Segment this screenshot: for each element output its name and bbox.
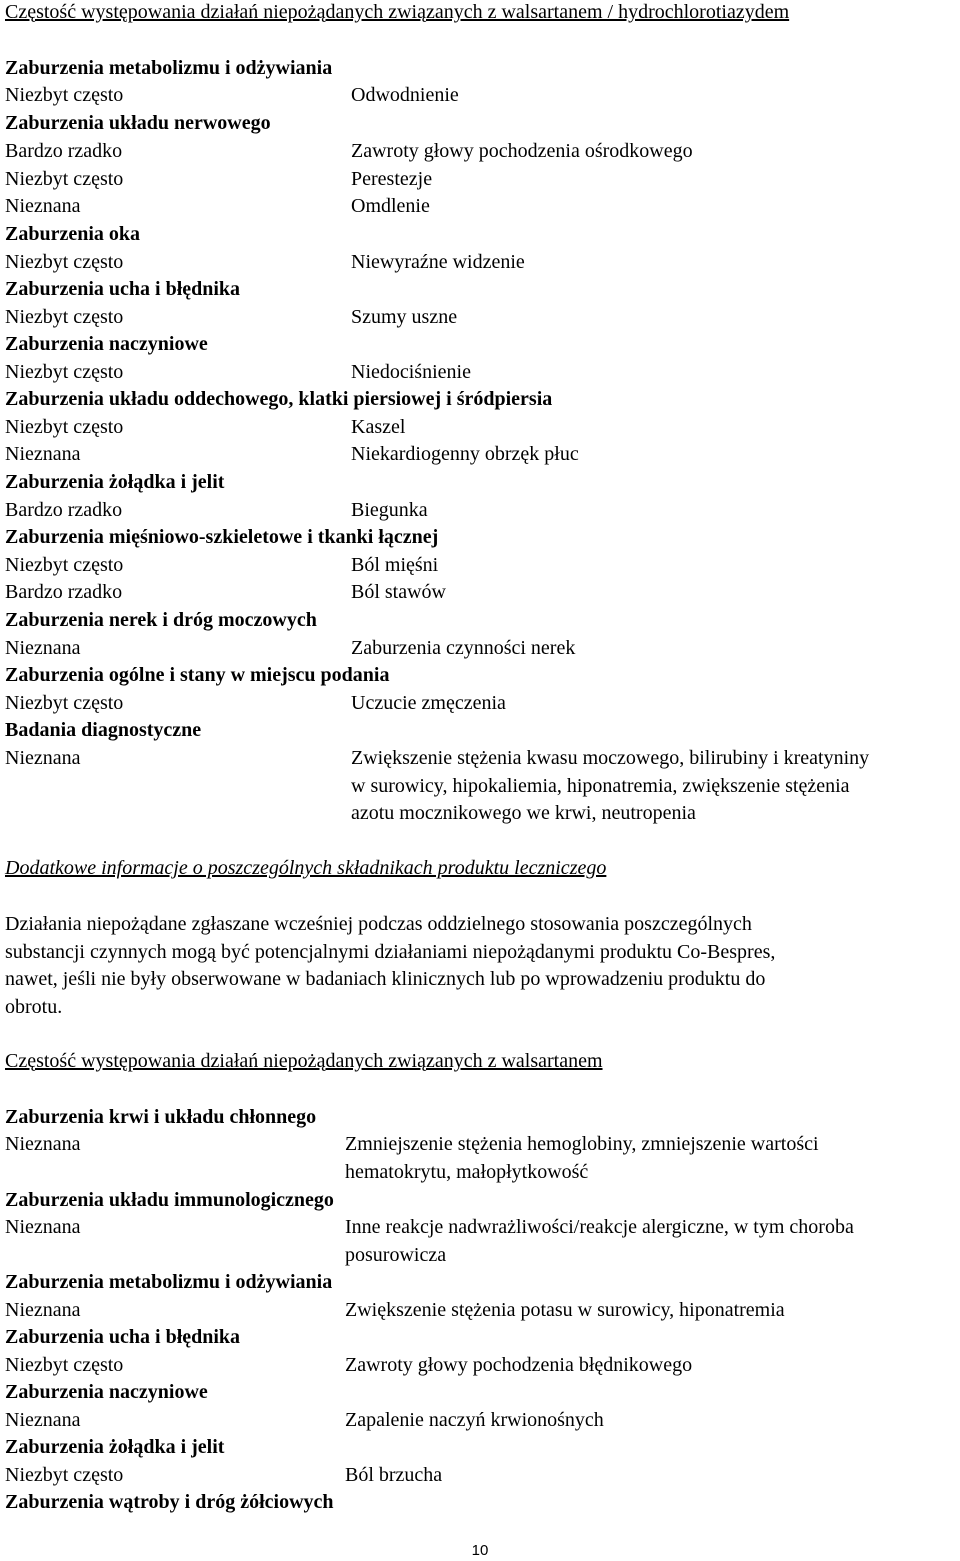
paragraph-line: obrotu. [5,995,63,1018]
category-heading: Zaburzenia nerek i dróg moczowych [5,609,317,631]
body-paragraph [5,911,775,1021]
effect-line: posurowicza [345,1243,447,1266]
frequency-cell: Nieznana [5,1299,81,1321]
frequency-cell: Niezbyt często [5,306,124,328]
effect-line: hematokrytu, małopłytkowość [345,1160,589,1183]
category-heading: Zaburzenia ucha i błędnika [5,278,241,300]
category-heading: Zaburzenia żołądka i jelit [5,471,225,493]
category-heading: Zaburzenia naczyniowe [5,1381,208,1403]
section-heading-valsartan-hctz: Częstość występowania działań niepożądanych związanych z walsartanem / hydrochlorotiazydem [5,1,790,23]
effect-cell [345,1214,854,1269]
frequency-cell: Niezbyt często [5,554,124,576]
category-heading: Zaburzenia oka [5,223,141,245]
category-heading: Zaburzenia żołądka i jelit [5,1436,225,1458]
effect-cell: Biegunka [351,499,428,521]
effect-cell: Kaszel [351,416,406,438]
frequency-cell: Niezbyt często [5,84,124,106]
effect-cell: Omdlenie [351,195,430,217]
effect-cell [351,745,869,828]
category-heading: Zaburzenia układu immunologicznego [5,1189,334,1211]
paragraph-line: nawet, jeśli nie były obserwowane w badaniach klinicznych lub po wprowadzeniu produktu do [5,968,766,990]
frequency-cell: Niezbyt często [5,1354,124,1376]
effect-cell: Szumy uszne [351,306,458,328]
category-heading: Zaburzenia metabolizmu i odżywiania [5,1271,333,1293]
frequency-cell: Nieznana [5,443,81,465]
frequency-cell: Niezbyt często [5,692,124,714]
effect-cell: Perestezje [351,168,433,190]
frequency-cell: Niezbyt często [5,361,124,383]
effect-cell: Ból mięśni [351,554,439,576]
effect-line: Zwiększenie stężenia kwasu moczowego, bilirubiny i kreatyniny [351,747,870,769]
section-heading-valsartan: Częstość występowania działań niepożądanych związanych z walsartanem [5,1050,603,1072]
frequency-cell: Bardzo rzadko [5,581,123,603]
frequency-cell: Nieznana [5,637,81,659]
category-heading: Zaburzenia ogólne i stany w miejscu podania [5,664,390,686]
category-heading: Zaburzenia wątroby i dróg żółciowych [5,1491,334,1513]
effect-line: Zmniejszenie stężenia hemoglobiny, zmniejszenie wartości [345,1133,819,1155]
effect-cell: Zawroty głowy pochodzenia ośrodkowego [351,140,693,162]
effect-cell: Zapalenie naczyń krwionośnych [345,1409,604,1431]
category-heading: Zaburzenia naczyniowe [5,333,208,355]
frequency-cell: Niezbyt często [5,1464,124,1486]
category-heading: Zaburzenia układu nerwowego [5,112,271,134]
effect-cell: Niekardiogenny obrzęk płuc [351,443,579,465]
frequency-cell: Bardzo rzadko [5,499,123,521]
frequency-cell: Niezbyt często [5,168,124,190]
effect-cell: Zaburzenia czynności nerek [351,637,576,659]
effect-cell: Niedociśnienie [351,361,471,383]
effect-line: Inne reakcje nadwrażliwości/reakcje alergiczne, w tym choroba [345,1216,854,1238]
category-heading: Zaburzenia krwi i układu chłonnego [5,1106,317,1128]
category-heading: Zaburzenia metabolizmu i odżywiania [5,57,333,79]
category-heading: Zaburzenia układu oddechowego, klatki piersiowej i śródpiersia [5,388,553,410]
effect-cell: Niewyraźne widzenie [351,251,525,273]
frequency-cell: Nieznana [5,1216,81,1238]
category-heading: Zaburzenia ucha i błędnika [5,1326,241,1348]
paragraph-line: Działania niepożądane zgłaszane wcześniej podczas oddzielnego stosowania poszczególnych [5,913,752,935]
effect-cell: Ból stawów [351,581,446,603]
effect-line: azotu mocznikowego we krwi, neutropenia [351,802,696,824]
frequency-cell: Nieznana [5,747,81,769]
paragraph-line: substancji czynnych mogą być potencjalnymi działaniami niepożądanymi produktu Co-Bespres, [5,940,776,963]
page-number: 10 [471,1542,489,1559]
effect-line: w surowicy, hipokaliemia, hiponatremia, zwiększenie stężenia [351,774,850,797]
category-heading: Zaburzenia mięśniowo-szkieletowe i tkanki łącznej [5,526,439,548]
effect-cell: Zwiększenie stężenia potasu w surowicy, hiponatremia [345,1299,785,1321]
frequency-cell: Niezbyt często [5,416,124,438]
effect-cell: Odwodnienie [351,84,459,106]
frequency-cell: Nieznana [5,195,81,217]
section-heading-additional-info: Dodatkowe informacje o poszczególnych składnikach produktu leczniczego [5,857,607,879]
frequency-cell: Niezbyt często [5,251,124,273]
frequency-cell: Bardzo rzadko [5,140,123,162]
effect-cell: Ból brzucha [345,1464,443,1486]
frequency-cell: Nieznana [5,1133,81,1155]
effect-cell: Uczucie zmęczenia [351,692,506,714]
category-heading: Badania diagnostyczne [5,719,202,741]
effect-cell [345,1131,819,1186]
effect-cell: Zawroty głowy pochodzenia błędnikowego [345,1354,693,1376]
frequency-cell: Nieznana [5,1409,81,1431]
